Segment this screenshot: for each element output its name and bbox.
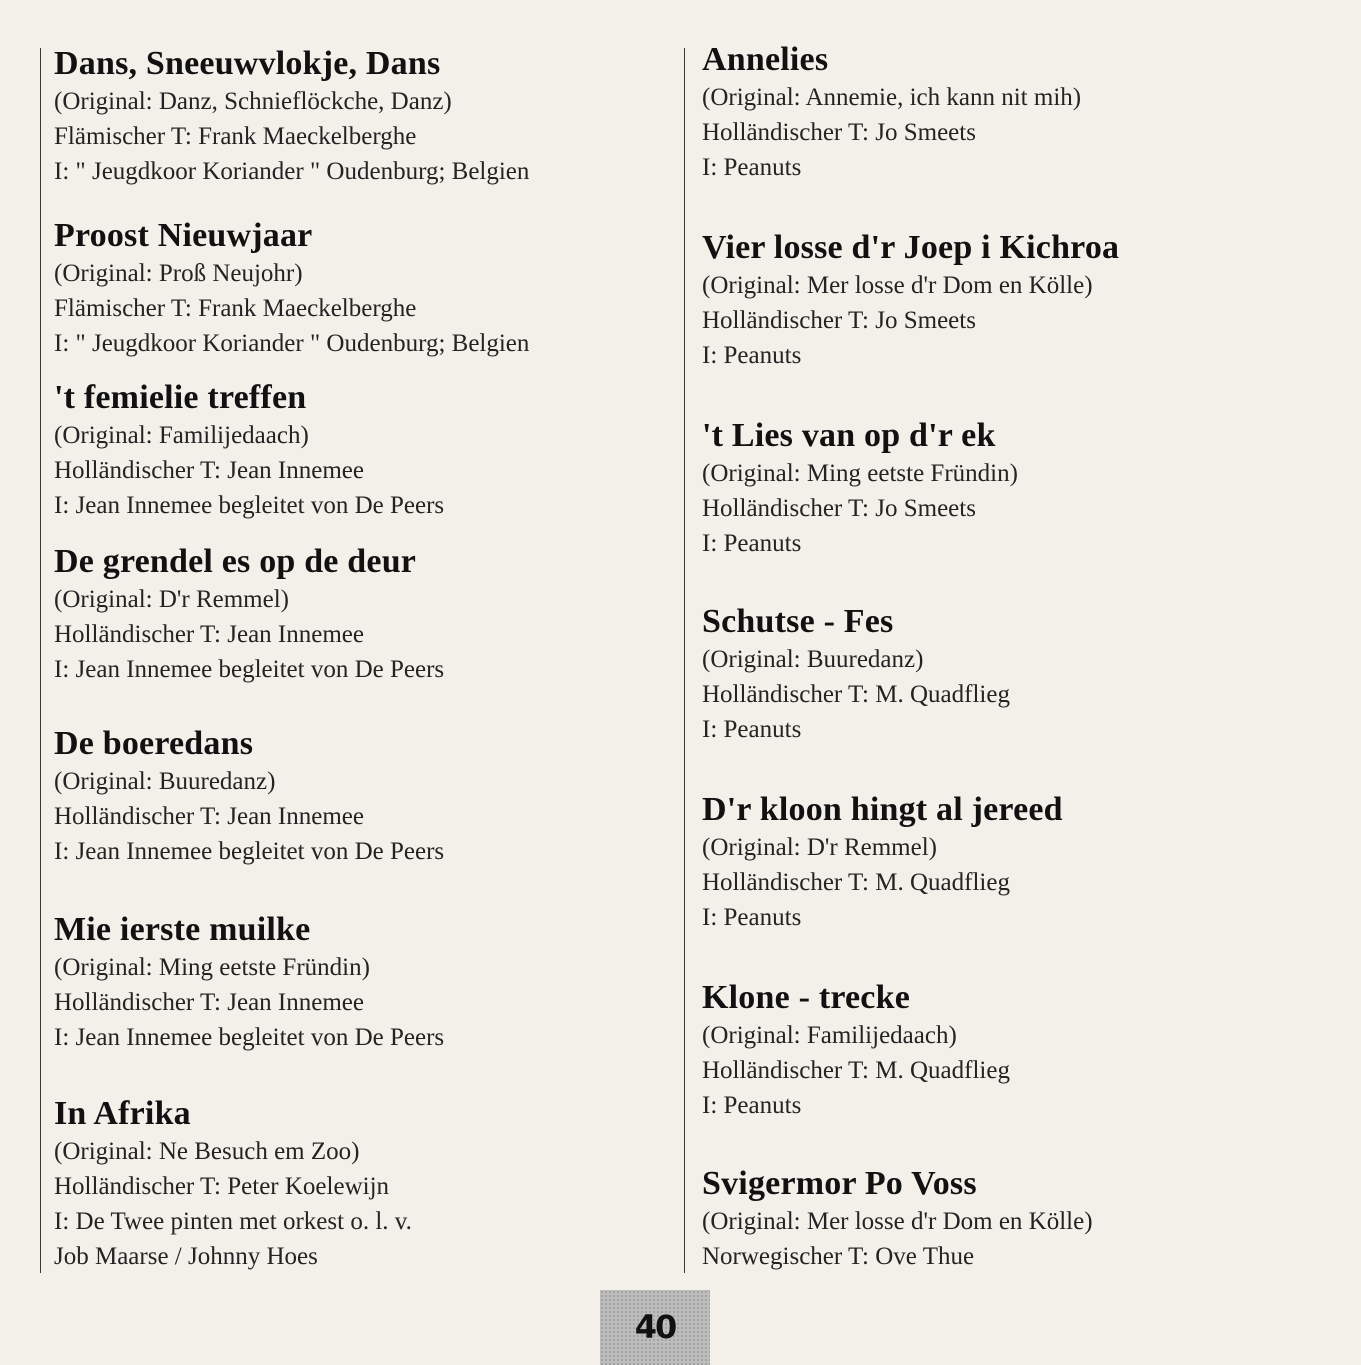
original-title: (Original: Mer losse d'r Dom en Kölle) [702,1208,1093,1235]
song-title: 't femielie treffen [54,379,307,416]
song-entry [54,542,654,687]
original-title: (Original: Mer losse d'r Dom en Kölle) [702,272,1093,299]
original-title: (Original: Ming eetste Fründin) [702,460,1018,487]
song-entry [54,910,654,1055]
column-divider [684,48,685,1273]
credit-line: Holländischer T: Jean Innemee [54,803,364,830]
page-number: 40 [634,1308,676,1346]
song-title: 't Lies van op d'r ek [702,417,996,454]
song-title: De boeredans [54,725,254,762]
song-title: Klone - trecke [702,979,910,1016]
credit-line: Holländischer T: Jean Innemee [54,989,364,1016]
original-title: (Original: D'r Remmel) [702,834,937,861]
original-title: (Original: Annemie, ich kann nit mih) [702,84,1082,111]
song-entry [54,216,654,361]
original-title: (Original: Proß Neujohr) [54,260,303,287]
credit-line: Holländischer T: Jo Smeets [702,119,976,146]
song-title: Dans, Sneeuwvlokje, Dans [54,45,441,82]
credit-line: Holländischer T: Jean Innemee [54,621,364,648]
credit-line: Holländischer T: M. Quadflieg [702,869,1010,896]
song-title: Proost Nieuwjaar [54,217,313,254]
credit-line: I: Peanuts [702,530,802,557]
song-title: In Afrika [54,1095,191,1132]
original-title: (Original: Buuredanz) [702,646,924,673]
song-entry [702,1164,1302,1274]
credit-line: I: Peanuts [702,716,802,743]
credit-line: I: Jean Innemee begleitet von De Peers [54,656,445,683]
song-entry [54,1094,654,1274]
credit-line: Flämischer T: Frank Maeckelberghe [54,123,417,150]
song-entry [54,724,654,869]
credit-line: I: Peanuts [702,154,802,181]
credit-line: I: De Twee pinten met orkest o. l. v. [54,1208,412,1235]
credit-line: I: Peanuts [702,342,802,369]
song-entry [54,44,654,189]
credit-line: Holländischer T: M. Quadflieg [702,681,1010,708]
song-title: Mie ierste muilke [54,911,311,948]
credit-line: Job Maarse / Johnny Hoes [54,1243,318,1270]
original-title: (Original: D'r Remmel) [54,586,289,613]
original-title: (Original: Ming eetste Fründin) [54,954,370,981]
credit-line: I: Peanuts [702,1092,802,1119]
credit-line: Flämischer T: Frank Maeckelberghe [54,295,417,322]
original-title: (Original: Familijedaach) [54,422,309,449]
song-title: De grendel es op de deur [54,543,417,580]
song-title: Vier losse d'r Joep i Kichroa [702,229,1120,266]
credit-line: Norwegischer T: Ove Thue [702,1243,975,1270]
credit-line: Holländischer T: Jo Smeets [702,307,976,334]
original-title: (Original: Familijedaach) [702,1022,957,1049]
left-margin-rule [40,48,41,1273]
original-title: (Original: Buuredanz) [54,768,276,795]
credit-line: Holländischer T: M. Quadflieg [702,1057,1010,1084]
song-title: D'r kloon hingt al jereed [702,791,1063,828]
song-title: Svigermor Po Voss [702,1165,977,1202]
song-entry [54,378,654,523]
song-entry [702,790,1302,935]
original-title: (Original: Danz, Schnieflöckche, Danz) [54,88,452,115]
song-entry [702,228,1302,373]
song-title: Annelies [702,41,829,78]
credit-line: I: " Jeugdkoor Koriander " Oudenburg; Belgien [54,330,530,357]
original-title: (Original: Ne Besuch em Zoo) [54,1138,360,1165]
credit-line: I: Jean Innemee begleitet von De Peers [54,492,445,519]
song-entry [702,40,1302,185]
credit-line: Holländischer T: Peter Koelewijn [54,1173,390,1200]
credit-line: I: " Jeugdkoor Koriander " Oudenburg; Belgien [54,158,530,185]
song-title: Schutse - Fes [702,603,894,640]
credit-line: I: Jean Innemee begleitet von De Peers [54,838,445,865]
credit-line: Holländischer T: Jean Innemee [54,457,364,484]
song-entry [702,978,1302,1123]
credit-line: Holländischer T: Jo Smeets [702,495,976,522]
song-entry [702,602,1302,747]
credit-line: I: Jean Innemee begleitet von De Peers [54,1024,445,1051]
song-entry [702,416,1302,561]
credit-line: I: Peanuts [702,904,802,931]
page-number-box [600,1290,710,1365]
